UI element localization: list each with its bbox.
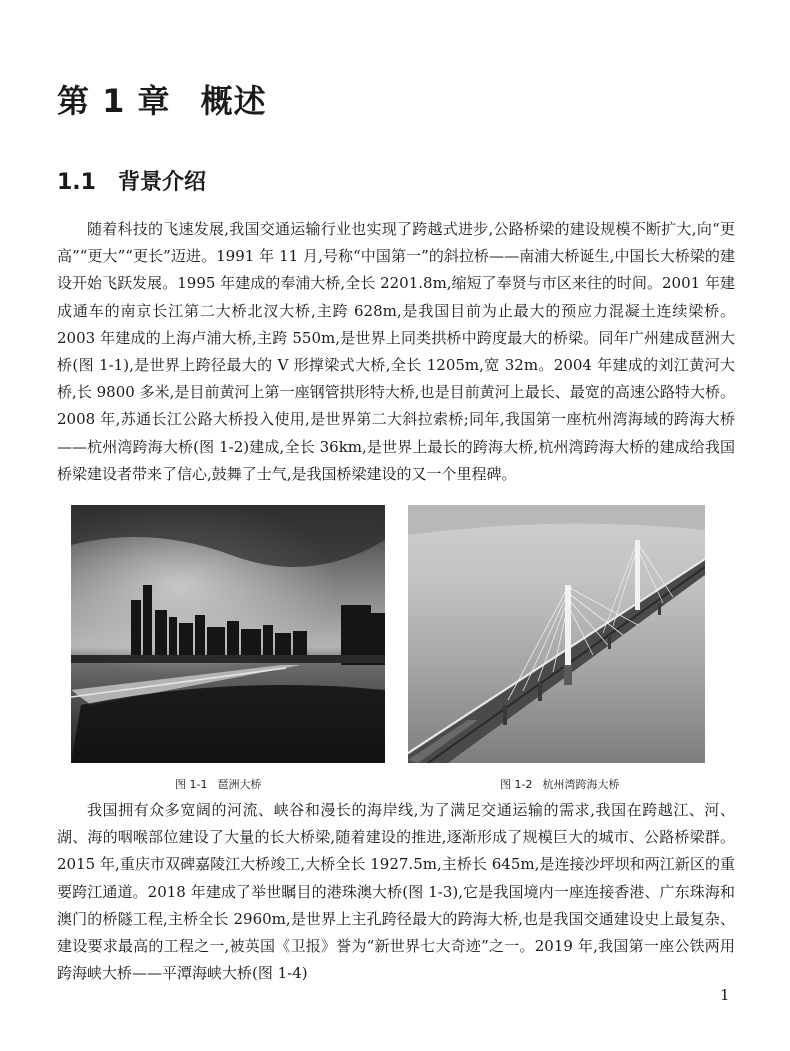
section-number: 1.1 [57,170,96,195]
figure-hangzhou-bay-bridge-photo [408,505,705,763]
figure-caption [175,776,261,792]
body-paragraph: 随着科技的飞速发展,我国交通运输行业也实现了跨越式进步,公路桥梁的建设规模不断扩大,向“更高”“更大”“更长”迈进。1991 年 11 月,号称“中国第一”的斜拉桥——南浦大桥诞生,中国长大桥梁的建设开始飞跃发展。1995 年建成的奉浦大桥,全长 2201.8m,缩短了奉贤与市区来往的时间。2001 年建成通车的南京长江第二大桥北汊大桥,主跨 628m,是我国目前为止最大的预应力混凝土连续梁桥。2003 年建成的上海卢浦大桥,主跨 550m,是世界上同类拱桥中跨度最大的桥梁。同年广州建成琶洲大桥(图 1-1),是世界上跨径最大的 V 形撑梁式大桥,全长 1205m,宽 32m。2004 年建成的刘江黄河大桥,长 9800 多米,是目前黄河上第一座钢管拱形特大桥,也是目前黄河上最长、最宽的高速公路特大桥。2008 年,苏通长江公路大桥投入使用,是世界第二大斜拉索桥;同年,我国第一座杭州湾海域的跨海大桥——杭州湾跨海大桥(图 1-2)建成,全长 36km,是世界上最长的跨海大桥,杭州湾跨海大桥的建成给我国桥梁建设者带来了信心,鼓舞了士气,是我国桥梁建设的又一个里程碑。 [57,220,735,483]
section-name: 背景介绍 [117,170,206,195]
figure-caption-text: 琶洲大桥 [217,778,262,791]
chapter-title [57,76,267,122]
figure-number: 图 1-2 [500,778,533,791]
figure-caption [500,776,619,792]
chapter-number: 第 1 章 [57,82,171,120]
figure-number: 图 1-1 [175,778,208,791]
page-number: 1 [720,986,730,1004]
figure-pazhou-bridge-photo [71,505,385,763]
figure-caption-text: 杭州湾跨海大桥 [542,778,620,791]
section-title [57,165,206,196]
body-paragraph: 我国拥有众多宽阔的河流、峡谷和漫长的海岸线,为了满足交通运输的需求,我国在跨越江、河、湖、海的咽喉部位建设了大量的长大桥梁,随着建设的推进,逐渐形成了规模巨大的城市、公路桥梁群。2015 年,重庆市双碑嘉陵江大桥竣工,大桥全长 1927.5m,主桥长 645m,是连接沙坪坝和两江新区的重要跨江通道。2018 年建成了举世瞩目的港珠澳大桥(图 1-3),它是我国境内一座连接香港、广东珠海和澳门的桥隧工程,主桥全长 2960m,是世界上主孔跨径最大的跨海大桥,也是我国交通建设史上最复杂、建设要求最高的工程之一,被英国《卫报》誉为“新世界七大奇迹”之一。2019 年,我国第一座公铁两用跨海峡大桥——平潭海峡大桥(图 1-4) [57,801,735,983]
chapter-name: 概述 [200,82,267,120]
